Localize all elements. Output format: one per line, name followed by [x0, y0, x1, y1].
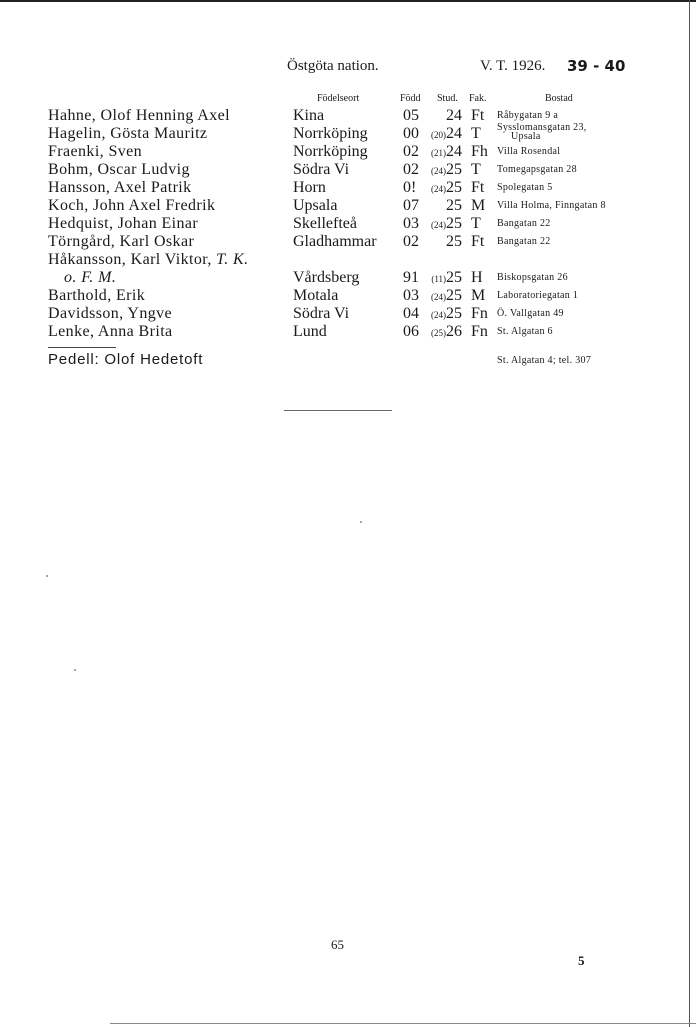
student-residence: Biskopsgatan 26: [497, 272, 568, 283]
section-divider: [48, 347, 116, 348]
student-born: 03: [403, 287, 419, 304]
sheet-number: 5: [578, 953, 585, 968]
page-edge-bottom: [110, 1023, 696, 1024]
student-studied-year: 25: [446, 197, 462, 214]
student-name: Davidsson, Yngve: [48, 305, 173, 322]
student-studied-prior: (11): [431, 274, 446, 284]
student-name-main: Håkansson, Karl Viktor,: [48, 251, 212, 268]
student-name: Hansson, Axel Patrik: [48, 179, 192, 196]
student-studied-year: 25: [446, 233, 462, 250]
student-residence: [497, 123, 587, 141]
student-faculty: Fn: [471, 305, 488, 322]
student-born: 0!: [403, 179, 417, 196]
student-studied-year: 25: [446, 305, 462, 322]
student-studied-year: 26: [446, 323, 462, 340]
student-studied: [425, 287, 462, 305]
student-studied-prior: (24): [431, 166, 446, 176]
page-number: 65: [331, 937, 344, 952]
student-born: 00: [403, 125, 419, 142]
column-header-faculty: Fak.: [469, 93, 487, 104]
student-birthplace: Motala: [293, 287, 339, 304]
student-studied-year: 25: [446, 287, 462, 304]
student-faculty: Ft: [471, 233, 485, 250]
print-speck: [74, 669, 76, 671]
student-birthplace: Upsala: [293, 197, 338, 214]
student-born: 07: [403, 197, 419, 214]
student-faculty: T: [471, 161, 481, 178]
page-edge-right: [689, 0, 690, 1027]
student-faculty: Fn: [471, 323, 488, 340]
student-studied: [425, 215, 462, 233]
student-birthplace: Södra Vi: [293, 161, 350, 178]
student-residence: Bangatan 22: [497, 218, 551, 229]
print-speck: [360, 521, 362, 523]
student-faculty: M: [471, 197, 486, 214]
student-name-continued: o. F. M.: [64, 269, 117, 286]
student-residence: Ö. Vallgatan 49: [497, 308, 564, 319]
student-studied-year: 25: [446, 269, 462, 286]
student-name: Hedquist, Johan Einar: [48, 215, 199, 232]
student-studied-prior: (24): [431, 184, 446, 194]
student-studied-year: 25: [446, 215, 462, 232]
student-name: Törngård, Karl Oskar: [48, 233, 195, 250]
student-born: 02: [403, 161, 419, 178]
student-studied: [425, 233, 462, 251]
student-faculty: Fh: [471, 143, 488, 160]
student-faculty: Ft: [471, 179, 485, 196]
student-residence: Villa Holma, Finngatan 8: [497, 200, 606, 211]
student-studied-year: 25: [446, 161, 462, 178]
pedell-residence: St. Algatan 4; tel. 307: [497, 355, 592, 366]
student-birthplace: Södra Vi: [293, 305, 350, 322]
student-name: Bohm, Oscar Ludvig: [48, 161, 190, 178]
student-name: Hagelin, Gösta Mauritz: [48, 125, 208, 142]
student-studied-prior: (24): [431, 292, 446, 302]
student-studied: [425, 269, 462, 287]
header-pages: 39 - 40: [567, 57, 626, 75]
student-faculty: H: [471, 269, 483, 286]
print-speck: [46, 575, 48, 577]
student-residence: Tomegapsgatan 28: [497, 164, 577, 175]
student-studied: [425, 197, 462, 215]
student-studied-prior: (20): [431, 130, 446, 140]
student-studied: [425, 143, 462, 161]
student-studied-year: 25: [446, 179, 462, 196]
student-studied: [425, 161, 462, 179]
student-faculty: T: [471, 125, 481, 142]
student-born: 06: [403, 323, 419, 340]
student-studied: [425, 125, 462, 143]
student-residence-line1: Sysslomansgatan 23,: [497, 122, 587, 133]
student-residence: Bangatan 22: [497, 236, 551, 247]
header-nation: Östgöta nation.: [287, 58, 379, 74]
student-name: Lenke, Anna Brita: [48, 323, 173, 340]
student-born: 03: [403, 215, 419, 232]
student-birthplace: Horn: [293, 179, 326, 196]
student-studied: [425, 305, 462, 323]
student-born: 02: [403, 143, 419, 160]
pedell-name: Pedell: Olof Hedetoft: [48, 351, 204, 368]
student-born: 05: [403, 107, 419, 124]
student-born: 91: [403, 269, 419, 286]
student-faculty: M: [471, 287, 486, 304]
student-studied-prior: (24): [431, 220, 446, 230]
student-studied: [425, 107, 462, 125]
student-studied: [425, 179, 462, 197]
student-birthplace: Norrköping: [293, 125, 368, 142]
student-residence-line2: Upsala: [511, 131, 541, 142]
student-name: Koch, John Axel Fredrik: [48, 197, 216, 214]
student-studied-year: 24: [446, 107, 462, 124]
student-birthplace: Norrköping: [293, 143, 368, 160]
student-birthplace: Kina: [293, 107, 325, 124]
column-header-born: Född: [400, 93, 421, 104]
student-birthplace: Skellefteå: [293, 215, 357, 232]
end-rule: [284, 410, 392, 411]
column-header-studied: Stud.: [437, 93, 458, 104]
student-studied: [425, 323, 462, 341]
student-faculty: Ft: [471, 107, 485, 124]
student-residence: St. Algatan 6: [497, 326, 553, 337]
student-born: 02: [403, 233, 419, 250]
student-name-title: T. K.: [216, 251, 249, 268]
student-residence: Råbygatan 9 a: [497, 110, 559, 121]
student-name: [48, 251, 249, 269]
header-term: V. T. 1926.: [480, 58, 546, 74]
student-name: Fraenki, Sven: [48, 143, 143, 160]
student-studied-year: 24: [446, 125, 462, 142]
student-faculty: T: [471, 215, 481, 232]
student-name: Hahne, Olof Henning Axel: [48, 107, 231, 124]
student-residence: Spolegatan 5: [497, 182, 553, 193]
student-birthplace: Lund: [293, 323, 327, 340]
student-born: 04: [403, 305, 419, 322]
student-name: Barthold, Erik: [48, 287, 146, 304]
student-studied-prior: (24): [431, 310, 446, 320]
student-residence: Villa Rosendal: [497, 146, 561, 157]
student-studied-prior: (25): [431, 328, 446, 338]
student-birthplace: Gladhammar: [293, 233, 377, 250]
column-header-residence: Bostad: [545, 93, 573, 104]
student-residence: Laboratoriegatan 1: [497, 290, 579, 301]
column-header-birthplace: Födelseort: [317, 93, 360, 104]
student-studied-prior: (21): [431, 148, 446, 158]
student-birthplace: Vårdsberg: [293, 269, 360, 286]
student-studied-year: 24: [446, 143, 462, 160]
page-edge-top: [0, 0, 696, 2]
